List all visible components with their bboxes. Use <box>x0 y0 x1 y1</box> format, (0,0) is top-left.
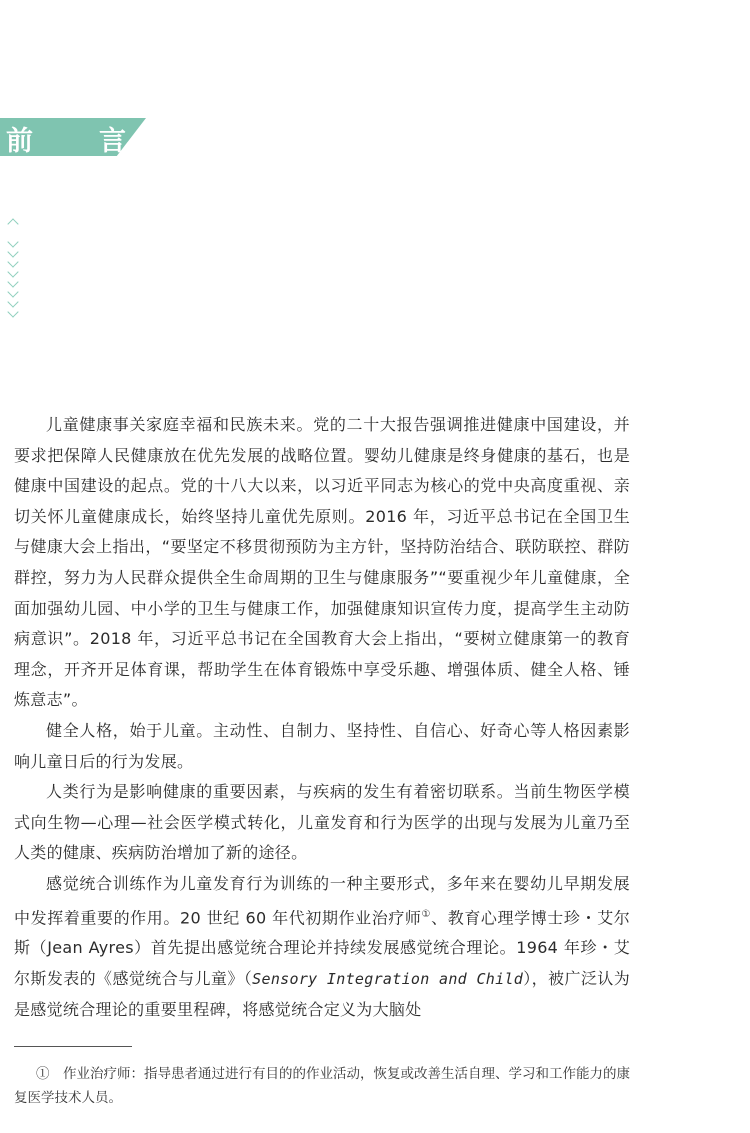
paragraph <box>14 869 630 1025</box>
footnote-mark[interactable]: ① <box>421 908 432 920</box>
para4-part3: ），被广泛认为是感觉统合理论的重要里程碑，将感觉统合定义为大脑处 <box>14 969 630 1019</box>
paragraph: 人类行为是影响健康的重要因素，与疾病的发生有着密切联系。当前生物医学模式向生物—心理—社会医学模式转化，儿童发育和行为医学的出现与发展为儿童乃至人类的健康、疾病防治增加了新的途径。 <box>14 782 630 863</box>
para4-part1: 感觉统合训练作为儿童发育行为训练的一种主要形式，多年来在婴幼儿早期发展中发挥着重要的作用。20 世纪 60 年代初期作业治疗师 <box>14 873 630 927</box>
body-text <box>14 410 630 1025</box>
title-char-1: 前 <box>6 125 33 157</box>
paragraph: 儿童健康事关家庭幸福和民族未来。党的二十大报告强调推进健康中国建设，并要求把保障人民健康放在优先发展的战略位置。婴幼儿健康是终身健康的基石，也是健康中国建设的起点。党的十八大以来，以习近平同志为核心的党中央高度重视、亲切关怀儿童健康成长，始终坚持儿童优先原则。2016 年，习近平总书记在全国卫生与健康大会上指出，“要坚定不移贯彻预防为主方针，坚持防治结合、联防联控、群防群控，努力为人民群众提供全生命周期的卫生与健康服务”“要重视少年儿童健康，全面加强幼儿园、中小学的卫生与健康工作，加强健康知识宣传力度，提高学生主动防病意识”。2018 年，习近平总书记在全国教育大会上指出，“要树立健康第一的教育理念，开齐开足体育课，帮助学生在体育锻炼中享受乐趣、增强体质、健全人格、锤炼意志”。 <box>14 415 630 710</box>
para4-part2: 、教育心理学博士珍・艾尔斯（Jean Ayres）首先提出感觉统合理论并持续发展感觉统合理论。1964 年珍・艾尔斯发表的《感觉统合与儿童》（ <box>14 907 631 989</box>
title-char-2: 言 <box>99 125 126 157</box>
chevron-up-icon <box>7 218 18 229</box>
page-title <box>6 120 126 156</box>
chevron-down-icon <box>7 306 18 317</box>
english-book-title: Sensory Integration and Child <box>252 970 524 989</box>
paragraph: 健全人格，始于儿童。主动性、自制力、坚持性、自信心、好奇心等人格因素影响儿童日后的行为发展。 <box>14 720 630 771</box>
chevron-decoration <box>7 217 27 318</box>
footnote-divider <box>14 1046 132 1047</box>
footnote: ① 作业治疗师：指导患者通过进行有目的的作业活动，恢复或改善生活自理、学习和工作能力的康复医学技术人员。 <box>14 1066 630 1106</box>
